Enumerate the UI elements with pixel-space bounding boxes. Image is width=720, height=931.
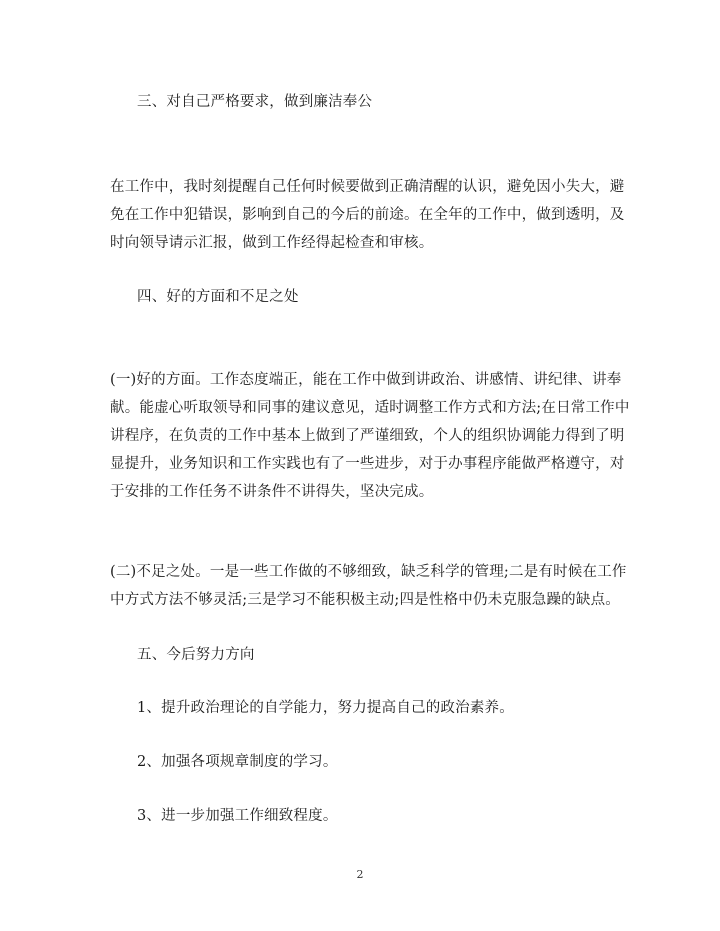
page-number: 2 bbox=[356, 868, 364, 881]
paragraph-line: 讲程序，在负责的工作中基本上做到了严谨细致，个人的组织协调能力得到了明 bbox=[110, 428, 625, 444]
section-heading: 四、好的方面和不足之处 bbox=[137, 289, 299, 305]
list-item: 2、加强各项规章制度的学习。 bbox=[137, 754, 338, 770]
paragraph-line: (二)不足之处。一是一些工作做的不够细致，缺乏科学的管理;二是有时候在工作 bbox=[110, 564, 627, 580]
paragraph-line: 时向领导请示汇报，做到工作经得起检查和审核。 bbox=[110, 235, 434, 251]
paragraph-line: 免在工作中犯错误，影响到自己的今后的前途。在全年的工作中，做到透明，及 bbox=[110, 207, 625, 223]
section-heading: 五、今后努力方向 bbox=[137, 647, 255, 663]
paragraph-line: 献。能虚心听取领导和同事的建议意见，适时调整工作方式和方法;在日常工作中 bbox=[110, 400, 630, 416]
paragraph-line: 中方式方法不够灵活;三是学习不能积极主动;四是性格中仍未克服急躁的缺点。 bbox=[110, 592, 620, 608]
section-heading: 三、对自己严格要求，做到廉洁奉公 bbox=[137, 94, 373, 110]
paragraph-line: 在工作中，我时刻提醒自己任何时候要做到正确清醒的认识，避免因小失大，避 bbox=[110, 179, 625, 195]
paragraph-line: (一)好的方面。工作态度端正，能在工作中做到讲政治、讲感情、讲纪律、讲奉 bbox=[110, 372, 622, 388]
paragraph-line: 于安排的工作任务不讲条件不讲得失，坚决完成。 bbox=[110, 484, 434, 500]
paragraph-line: 显提升，业务知识和工作实践也有了一些进步，对于办事程序能做严格遵守，对 bbox=[110, 456, 625, 472]
list-item: 3、进一步加强工作细致程度。 bbox=[137, 808, 338, 824]
list-item: 1、提升政治理论的自学能力，努力提高自己的政治素养。 bbox=[137, 700, 514, 716]
